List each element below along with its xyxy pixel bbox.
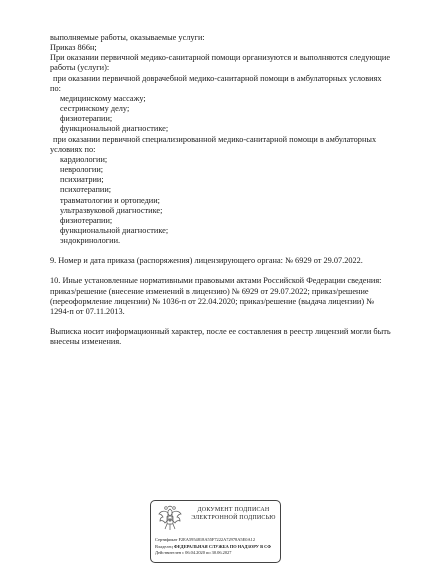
document-line: условиях по: — [50, 144, 96, 154]
services-list — [50, 33, 405, 246]
document-line: по: — [50, 83, 61, 93]
document-line: ультразвуковой диагностике; — [60, 205, 163, 215]
document-line: при оказании первичной доврачебной медико-санитарной помощи в амбулаторных условиях — [53, 73, 382, 83]
stamp-title-line: ЭЛЕКТРОННОЙ ПОДПИСЬЮ — [191, 514, 276, 521]
paragraph-10-line: 1294-п от 07.11.2013. — [50, 306, 125, 316]
document-line: физиотерапии; — [60, 114, 113, 124]
certificate-value: F2EA5954818A55F7222A72978A5E0A12 — [178, 537, 256, 542]
paragraph-10 — [50, 276, 405, 317]
stamp-details — [155, 537, 280, 557]
document-line: выполняемые работы, оказываемые услуги: — [50, 33, 205, 42]
validity-value: с 06.04.2020 по 30.06.2027 — [182, 550, 232, 556]
document-line: травматологии и ортопедии; — [60, 195, 160, 205]
document-line: при оказании первичной специализированной медико-санитарной помощи в амбулаторных — [53, 134, 377, 144]
owner-value: ФЕДЕРАЛЬНАЯ СЛУЖБА ПО НАДЗОРУ В СФ — [173, 543, 272, 549]
document-line: психотерапии; — [60, 185, 112, 195]
document-line: кардиологии; — [60, 154, 108, 164]
document-line: функциональной диагностике; — [60, 124, 169, 134]
certificate-row — [155, 537, 280, 544]
paragraph-10-line: (переоформление лицензии) № 1036-п от 22.04.2020; приказ/решение (выдача лицензии) № — [50, 296, 375, 306]
notice-paragraph — [50, 327, 405, 347]
document-line: работы (услуги): — [50, 63, 110, 73]
owner-row — [155, 544, 280, 551]
notice-line: Выписка носит информационный характер, после ее составления в реестр лицензий могли быть — [50, 327, 391, 337]
owner-label: Владелец — [155, 543, 173, 549]
document-line: эндокринологии. — [60, 236, 121, 246]
document-line: сестринскому делу; — [60, 104, 130, 114]
document-line: физиотерапии; — [60, 215, 113, 225]
paragraph-10-line: приказ/решение (внесение изменений в лицензию) № 6929 от 29.07.2022; приказ/решение — [50, 286, 369, 296]
validity-row — [155, 550, 280, 557]
validity-label: Действителен — [155, 550, 181, 556]
paragraph-10-line: 10. Иные установленные нормативными правовыми актами Российской Федерации сведения: — [50, 276, 382, 286]
document-line: При оказании первичной медико-санитарной помощи организуются и выполняются следующие — [50, 53, 391, 63]
document-line: Приказ 866н; — [50, 43, 97, 53]
paragraph-9: 9. Номер и дата приказа (распоряжения) лицензирующего органа: № 6929 от 29.07.2022. — [50, 256, 363, 266]
document-body — [50, 33, 405, 347]
document-line: функциональной диагностике; — [60, 225, 169, 235]
document-line: медицинскому массажу; — [60, 93, 146, 103]
electronic-signature-stamp — [150, 500, 281, 563]
notice-line: внесены изменения. — [50, 337, 122, 347]
document-line: неврологии; — [60, 165, 104, 175]
double-headed-eagle-emblem-icon — [157, 505, 183, 533]
certificate-label: Сертификат — [155, 537, 178, 542]
document-line: психиатрии; — [60, 175, 104, 185]
stamp-title-line: ДОКУМЕНТ ПОДПИСАН — [197, 507, 270, 513]
stamp-title — [187, 507, 280, 522]
